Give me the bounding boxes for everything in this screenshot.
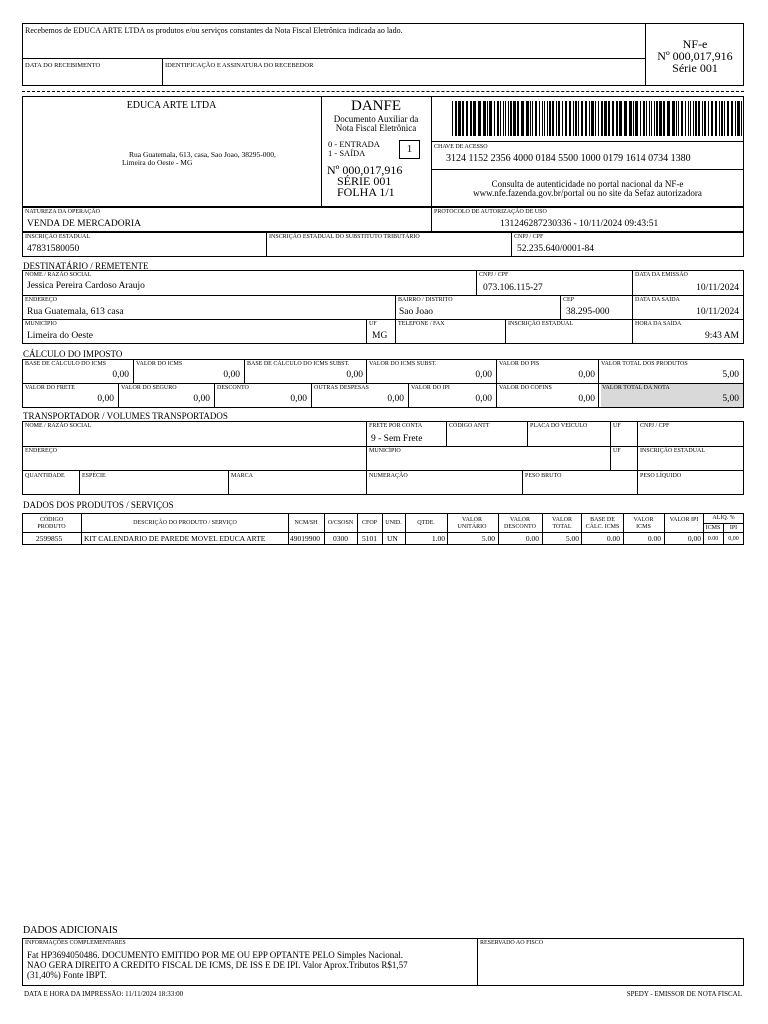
valor-icms-value: 0,00 bbox=[223, 370, 240, 380]
access-key-label: CHAVE DE ACESSO bbox=[434, 144, 488, 150]
total-produtos-value: 5,00 bbox=[722, 370, 739, 380]
dest-cpf: 073.106.115-27 bbox=[483, 283, 543, 293]
barcode-bar bbox=[601, 101, 603, 136]
dest-saida: 10/11/2024 bbox=[696, 307, 739, 317]
total-nota-value: 5,00 bbox=[722, 394, 739, 404]
barcode-bar bbox=[649, 101, 650, 136]
barcode-bar bbox=[470, 101, 472, 136]
barcode-bar bbox=[575, 101, 577, 136]
transp-bruto-label: PESO BRUTO bbox=[525, 473, 562, 479]
dest-bairro: Sao Joao bbox=[399, 307, 434, 317]
danfe-subtitle-2: Nota Fiscal Eletrônica bbox=[335, 123, 417, 133]
barcode-bar bbox=[494, 101, 495, 136]
barcode-bar bbox=[735, 101, 736, 136]
danfe-serie: SÉRIE 001 bbox=[337, 174, 392, 188]
transp-placa-label: PLACA DO VEÍCULO bbox=[530, 423, 588, 429]
dest-ie-label: INSCRIÇÃO ESTADUAL bbox=[508, 321, 574, 327]
barcode-bar bbox=[569, 101, 571, 136]
dest-cpf-label: CNPJ / CPF bbox=[479, 272, 509, 278]
imposto-section-title: CÁLCULO DO IMPOSTO bbox=[23, 349, 123, 359]
barcode-bar bbox=[635, 101, 638, 136]
barcode-bar bbox=[585, 101, 587, 136]
barcode-bar bbox=[619, 101, 622, 136]
ie-label: INSCRIÇÃO ESTADUAL bbox=[25, 234, 91, 240]
dest-municipio: Limeira do Oeste bbox=[27, 331, 93, 341]
barcode-bar bbox=[654, 101, 655, 136]
natureza-label: NATUREZA DA OPERAÇÃO bbox=[25, 209, 101, 215]
th-unid: UNID. bbox=[385, 520, 402, 526]
barcode-bar bbox=[667, 101, 670, 136]
cut-line bbox=[22, 91, 744, 92]
barcode-bar bbox=[604, 101, 607, 136]
barcode-bar bbox=[737, 101, 740, 136]
th-unitario: VALOR UNITÁRIO bbox=[457, 517, 487, 530]
barcode-bar bbox=[505, 101, 506, 136]
info-line-2: NAO GERA DIREITO A CREDITO FISCAL DE ICMS, DE ISS E DE IPI. Valor Aprox.Tributos R$1,57 bbox=[27, 960, 408, 970]
barcode-bar bbox=[532, 101, 533, 136]
valor-pis-value: 0,00 bbox=[578, 370, 595, 380]
seguro-value: 0,00 bbox=[193, 394, 210, 404]
frete-label: VALOR DO FRETE bbox=[25, 385, 75, 391]
natureza-value: VENDA DE MERCADORIA bbox=[27, 219, 141, 229]
barcode-bar bbox=[500, 101, 501, 136]
barcode-bar bbox=[510, 101, 512, 136]
dest-uf-label: UF bbox=[369, 321, 377, 327]
total-produtos-label: VALOR TOTAL DOS PRODUTOS bbox=[601, 361, 688, 367]
barcode-bar bbox=[497, 101, 499, 136]
valor-icms-st-label: VALOR DO ICMS SUBST. bbox=[369, 361, 437, 367]
issuer-address-1: Rua Guatemala, 613, casa, Sao Joao, 38295-000, bbox=[129, 150, 276, 159]
barcode-bar bbox=[589, 101, 590, 136]
barcode-bar bbox=[462, 101, 464, 136]
barcode-bar bbox=[483, 101, 486, 136]
barcode-bar bbox=[513, 101, 516, 136]
transp-nome-label: NOME / RAZÃO SOCIAL bbox=[25, 423, 92, 429]
row-vipi: 0,00 bbox=[687, 534, 701, 543]
barcode-bar bbox=[663, 101, 665, 136]
barcode-bar bbox=[659, 101, 662, 136]
barcode-bar bbox=[685, 101, 686, 136]
th-codigo: CÓDIGO PRODUTO bbox=[37, 517, 66, 530]
base-icms-value: 0,00 bbox=[112, 370, 129, 380]
barcode-bar bbox=[688, 101, 689, 136]
danfe-number: Nº 000,017,916 bbox=[327, 163, 403, 177]
barcode-bar bbox=[672, 101, 675, 136]
th-csosn: O/CSOSN bbox=[327, 520, 354, 526]
barcode-bar bbox=[556, 101, 557, 136]
barcode-bar bbox=[741, 101, 742, 136]
th-ncm: NCM/SH bbox=[294, 520, 318, 526]
transp-endereco-label: ENDEREÇO bbox=[25, 448, 57, 454]
valor-cofins-label: VALOR DO COFINS bbox=[499, 385, 552, 391]
th-base: BASE DE CÁLC. ICMS bbox=[585, 517, 620, 530]
row-csosn: 0300 bbox=[333, 534, 348, 543]
th-total: VALOR TOTAL bbox=[552, 517, 572, 530]
row-cfop: 5101 bbox=[362, 534, 377, 543]
barcode-bar bbox=[721, 101, 723, 136]
barcode-bar bbox=[624, 101, 627, 136]
barcode-bar bbox=[704, 101, 706, 136]
outras-despesas-label: OUTRAS DESPESAS bbox=[314, 385, 369, 391]
th-aliq-ipi: IPI bbox=[729, 525, 738, 531]
barcode-bar bbox=[539, 101, 540, 136]
barcode-bar bbox=[558, 101, 560, 136]
ie-st-label: INSCRIÇÃO ESTADUAL DO SUBSTITUTO TRIBUTÁRIO bbox=[269, 234, 420, 240]
barcode-bar bbox=[542, 101, 543, 136]
barcode-bar bbox=[526, 101, 529, 136]
barcode-bar bbox=[458, 101, 461, 136]
danfe-folha: FOLHA 1/1 bbox=[337, 185, 395, 199]
danfe-title: DANFE bbox=[350, 98, 401, 114]
barcode-bar bbox=[552, 101, 554, 136]
barcode-bar bbox=[591, 101, 594, 136]
dest-hora: 9:43 AM bbox=[704, 331, 739, 341]
barcode-bar bbox=[715, 101, 717, 136]
barcode-bar bbox=[676, 101, 677, 136]
desconto-label: DESCONTO bbox=[217, 385, 249, 391]
consulta-line-1: Consulta de autenticidade no portal nacional da NF-e bbox=[491, 179, 684, 189]
barcode-bar bbox=[547, 101, 548, 136]
barcode-bar bbox=[731, 101, 733, 136]
info-line-1: Fat HP3694050486. DOCUMENTO EMITIDO POR ME OU EPP OPTANTE PELO Simples Nacional. bbox=[27, 950, 404, 960]
dest-cep: 38.295-000 bbox=[566, 307, 610, 317]
transp-frete-label: FRETE POR CONTA bbox=[369, 423, 423, 429]
barcode-bar bbox=[633, 101, 634, 136]
valor-ipi-value: 0,00 bbox=[475, 394, 492, 404]
cnpj-label: CNPJ / CPF bbox=[514, 234, 544, 240]
row-descricao: KIT CALENDARIO DE PAREDE MOVEL EDUCA ARTE bbox=[84, 534, 266, 543]
dest-endereco-label: ENDEREÇO bbox=[25, 297, 57, 303]
th-desconto: VALOR DESCONTO bbox=[504, 517, 536, 530]
valor-ipi-label: VALOR DO IPI bbox=[411, 385, 450, 391]
barcode-bar bbox=[487, 101, 488, 136]
barcode-bar bbox=[702, 101, 703, 136]
barcode-bar bbox=[681, 101, 683, 136]
valor-pis-label: VALOR DO PIS bbox=[499, 361, 540, 367]
barcode-bar bbox=[581, 101, 583, 136]
th-aliq-icms: ICMS bbox=[705, 525, 721, 531]
row-aliq-ipi: 0,00 bbox=[728, 536, 739, 542]
barcode-bar bbox=[452, 101, 453, 136]
receipt-number: Nº 000,017,916 bbox=[657, 49, 733, 63]
th-aliq: ALÍQ. % bbox=[712, 515, 735, 521]
barcode-bar bbox=[629, 101, 632, 136]
barcode-bar bbox=[478, 101, 481, 136]
barcode-bar bbox=[695, 101, 697, 136]
dest-municipio-label: MUNICÍPIO bbox=[25, 321, 57, 327]
th-descricao: DESCRIÇÃO DO PRODUTO / SERVIÇO bbox=[133, 520, 237, 526]
barcode-bar bbox=[549, 101, 551, 136]
protocolo-value: 131246287230336 - 10/11/2024 09:43:51 bbox=[500, 219, 659, 229]
danfe-subtitle-1: Documento Auxiliar da bbox=[333, 114, 419, 124]
barcode-bar bbox=[693, 101, 694, 136]
valor-icms-st-value: 0,00 bbox=[475, 370, 492, 380]
dest-fone-label: TELEFONE / FAX bbox=[398, 321, 445, 327]
row-unitario: 5.00 bbox=[481, 534, 495, 543]
barcode-bar bbox=[573, 101, 574, 136]
barcode-bar bbox=[724, 101, 725, 136]
adicionais-section-title: DADOS ADICIONAIS bbox=[23, 925, 118, 936]
dest-nome: Jessica Pereira Cardoso Araujo bbox=[27, 281, 145, 291]
barcode-bar bbox=[466, 101, 468, 136]
base-icms-label: BASE DE CÁLCULO DO ICMS bbox=[25, 361, 107, 367]
receipt-serie: Série 001 bbox=[672, 61, 718, 75]
transp-numeracao-label: NUMERAÇÃO bbox=[369, 473, 408, 479]
barcode-bar bbox=[503, 101, 504, 136]
valor-cofins-value: 0,00 bbox=[578, 394, 595, 404]
frete-value: 0,00 bbox=[97, 394, 114, 404]
th-qtde: QTDE. bbox=[417, 520, 435, 526]
transp-frete-value: 9 - Sem Frete bbox=[371, 434, 423, 444]
ie-value: 47831580050 bbox=[27, 244, 80, 254]
transp-especie-label: ESPÉCIE bbox=[82, 473, 106, 479]
info-complementares-label: INFORMAÇÕES COMPLEMENTARES bbox=[25, 940, 126, 946]
barcode-bar bbox=[608, 101, 610, 136]
row-codigo: 2599855 bbox=[36, 534, 63, 543]
dest-nome-label: NOME / RAZÃO SOCIAL bbox=[25, 272, 92, 278]
print-datetime: DATA E HORA DA IMPRESSÃO: 11/11/2024 18:33:00 bbox=[24, 990, 184, 998]
produtos-section-title: DADOS DOS PRODUTOS / SERVIÇOS bbox=[23, 500, 174, 510]
transp-uf-label: UF bbox=[613, 423, 621, 429]
dest-hora-label: HORA DA SAÍDA bbox=[635, 321, 682, 327]
row-ncm: 49019900 bbox=[290, 534, 320, 543]
access-key-barcode bbox=[452, 101, 742, 136]
barcode-bar bbox=[530, 101, 531, 136]
access-key-value: 3124 1152 2356 4000 0184 5500 1000 0179 1614 0734 1380 bbox=[446, 153, 691, 164]
dest-cep-label: CEP bbox=[563, 297, 575, 303]
row-vicms: 0.00 bbox=[647, 534, 661, 543]
danfe-saida: 1 - SAÍDA bbox=[328, 148, 366, 158]
barcode-bar bbox=[698, 101, 700, 136]
seguro-label: VALOR DO SEGURO bbox=[121, 385, 177, 391]
dest-bairro-label: BAIRRO / DISTRITO bbox=[398, 297, 453, 303]
barcode-bar bbox=[640, 101, 641, 136]
transp-ie-label: INSCRIÇÃO ESTADUAL bbox=[640, 448, 706, 454]
barcode-bar bbox=[595, 101, 596, 136]
info-line-3: (31,40%) Fonte IBPT. bbox=[27, 970, 107, 980]
barcode-bar bbox=[727, 101, 729, 136]
emissor-credit: SPEDY - EMISSOR DE NOTA FISCAL bbox=[626, 990, 742, 998]
barcode-bar bbox=[473, 101, 476, 136]
danfe-tipo-box: 1 bbox=[399, 140, 420, 159]
dest-emissao: 10/11/2024 bbox=[696, 283, 739, 293]
row-desconto: 0.00 bbox=[525, 534, 539, 543]
transp-municipio-label: MUNICÍPIO bbox=[369, 448, 401, 454]
base-icms-st-label: BASE DE CÁLCULO DO ICMS SUBST. bbox=[247, 361, 350, 367]
danfe-entrada: 0 - ENTRADA bbox=[328, 139, 380, 149]
desconto-value: 0,00 bbox=[290, 394, 307, 404]
row-aliq-icms: 0.00 bbox=[707, 536, 719, 542]
barcode-bar bbox=[562, 101, 563, 136]
row-qtde: 1.00 bbox=[431, 534, 445, 543]
barcode-bar bbox=[521, 101, 524, 136]
consulta-line-2: www.nfe.fazenda.gov.br/portal ou no site da Sefaz autorizadora bbox=[473, 188, 702, 198]
transportador-section-title: TRANSPORTADOR / VOLUMES TRANSPORTADOS bbox=[23, 411, 228, 421]
transp-antt-label: CÓDIGO ANTT bbox=[449, 423, 490, 429]
barcode-bar bbox=[708, 101, 709, 136]
barcode-bar bbox=[598, 101, 599, 136]
reservado-fisco-label: RESERVADO AO FISCO bbox=[480, 940, 544, 946]
th-vipi: VALOR IPI bbox=[669, 517, 699, 523]
barcode-bar bbox=[565, 101, 567, 136]
dest-uf: MG bbox=[372, 331, 388, 341]
barcode-bar bbox=[455, 101, 457, 136]
barcode-bar bbox=[616, 101, 618, 136]
receipt-date-label: DATA DO RECEBIMENTO bbox=[25, 62, 101, 69]
transp-cnpj-label: CNPJ / CPF bbox=[640, 423, 670, 429]
transp-uf2-label: UF bbox=[613, 448, 621, 454]
cnpj-value: 52.235.640/0001-84 bbox=[517, 244, 595, 254]
dest-saida-label: DATA DA SAÍDA bbox=[635, 297, 680, 303]
dest-endereco: Rua Guatemala, 613 casa bbox=[27, 307, 124, 317]
row-unid: UN bbox=[387, 534, 398, 543]
issuer-address-2: Limeira do Oeste - MG bbox=[122, 158, 193, 167]
barcode-bar bbox=[656, 101, 658, 136]
transportador-box bbox=[22, 421, 744, 495]
barcode-bar bbox=[612, 101, 614, 136]
outras-despesas-value: 0,00 bbox=[387, 394, 404, 404]
th-vicms: VALOR ICMS bbox=[633, 517, 654, 530]
receipt-nfe: NF-e bbox=[682, 37, 708, 51]
protocolo-label: PROTOCOLO DE AUTORIZAÇÃO DE USO bbox=[434, 209, 547, 215]
total-nota-label: VALOR TOTAL DA NOTA bbox=[602, 385, 670, 391]
valor-icms-label: VALOR DO ICMS bbox=[136, 361, 183, 367]
transp-liquido-label: PESO LÍQUIDO bbox=[640, 473, 682, 479]
transp-qtd-label: QUANTIDADE bbox=[25, 473, 65, 479]
barcode-bar bbox=[711, 101, 713, 136]
issuer-name: EDUCA ARTE LTDA bbox=[126, 100, 217, 111]
transp-marca-label: MARCA bbox=[231, 473, 254, 479]
row-base: 0.00 bbox=[606, 534, 620, 543]
th-cfop: CFOP bbox=[361, 520, 377, 526]
barcode-bar bbox=[578, 101, 579, 136]
barcode-bar bbox=[508, 101, 509, 136]
barcode-bar bbox=[517, 101, 519, 136]
dest-emissao-label: DATA DA EMISSÃO bbox=[635, 272, 688, 278]
barcode-bar bbox=[678, 101, 679, 136]
barcode-bar bbox=[719, 101, 720, 136]
barcode-bar bbox=[544, 101, 545, 136]
barcode-bar bbox=[535, 101, 537, 136]
receipt-sign-label: IDENTIFICAÇÃO E ASSINATURA DO RECEBEDOR bbox=[165, 62, 314, 69]
barcode-bar bbox=[646, 101, 647, 136]
base-icms-st-value: 0,00 bbox=[346, 370, 363, 380]
barcode-bar bbox=[690, 101, 691, 136]
row-total: 5.00 bbox=[565, 534, 579, 543]
receipt-statement: Recebemos de EDUCA ARTE LTDA os produtos e/ou serviços constantes da Nota Fiscal Eletrônica indicada ao lado. bbox=[25, 26, 403, 35]
barcode-bar bbox=[643, 101, 645, 136]
destinatario-section-title: DESTINATÁRIO / REMETENTE bbox=[23, 261, 149, 271]
barcode-bar bbox=[651, 101, 652, 136]
barcode-bar bbox=[489, 101, 492, 136]
